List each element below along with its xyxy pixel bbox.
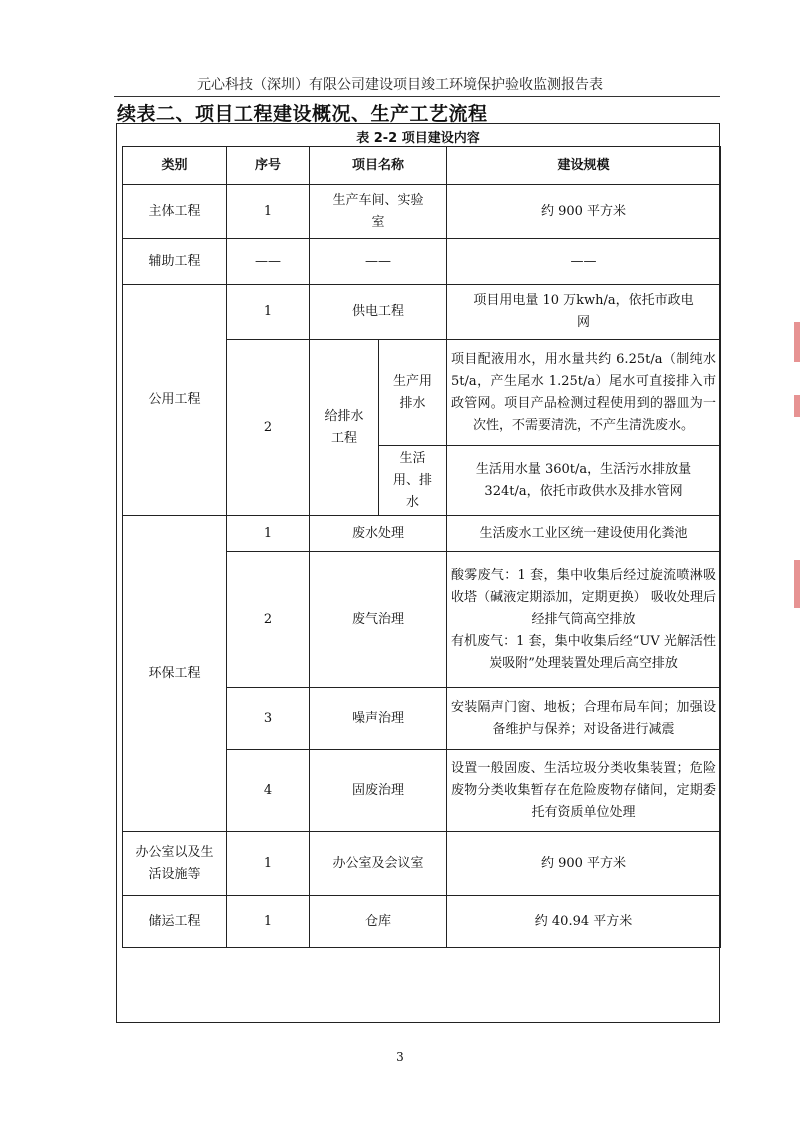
category-cell: 主体工程 bbox=[123, 185, 227, 239]
name-cell: 噪声治理 bbox=[310, 688, 447, 750]
table-row bbox=[123, 285, 721, 340]
number-cell: 1 bbox=[227, 832, 310, 896]
number-cell: 1 bbox=[227, 896, 310, 948]
name-cell: 给排水工程 bbox=[310, 340, 379, 516]
number-cell: 1 bbox=[227, 516, 310, 552]
document-header: 元心科技（深圳）有限公司建设项目竣工环境保护验收监测报告表 bbox=[197, 77, 603, 93]
scale-cell: 约 40.94 平方米 bbox=[447, 896, 721, 948]
scan-stamp-fragment bbox=[794, 560, 800, 608]
table-row bbox=[123, 185, 721, 239]
name-cell: 供电工程 bbox=[310, 285, 447, 340]
number-cell: 2 bbox=[227, 340, 310, 516]
scale-cell: 酸雾废气：1 套，集中收集后经过旋流喷淋吸收塔（碱液定期添加，定期更换） 吸收处理后经排气筒高空排放 有机废气：1 套，集中收集后经“UV 光解活性炭吸附”处理装置处理后高空排放 bbox=[447, 552, 721, 688]
scale-cell: 项目配液用水，用水量共约 6.25t/a（制纯水5t/a，产生尾水 1.25t/a）尾水可直接排入市政管网。项目产品检测过程使用到的器皿为一次性，不需要清洗，不产生清洗废水。 bbox=[447, 340, 721, 446]
scale-cell: —— bbox=[447, 239, 721, 285]
name-cell: —— bbox=[310, 239, 447, 285]
number-cell: 4 bbox=[227, 750, 310, 832]
name-cell: 生产车间、实验室 bbox=[310, 185, 447, 239]
table-caption: 表 2-2 项目建设内容 bbox=[356, 131, 480, 146]
name-cell: 办公室及会议室 bbox=[310, 832, 447, 896]
page-number: 3 bbox=[396, 1050, 404, 1064]
scale-cell: 设置一般固废、生活垃圾分类收集装置；危险废物分类收集暂存在危险废物存储间，定期委托有资质单位处理 bbox=[447, 750, 721, 832]
sub-name-cell: 生产用排水 bbox=[379, 340, 447, 446]
name-cell: 废水处理 bbox=[310, 516, 447, 552]
column-header-name: 项目名称 bbox=[310, 147, 447, 185]
column-header-number: 序号 bbox=[227, 147, 310, 185]
scale-cell: 约 900 平方米 bbox=[447, 832, 721, 896]
scale-cell: 约 900 平方米 bbox=[447, 185, 721, 239]
name-cell: 固废治理 bbox=[310, 750, 447, 832]
number-cell: 1 bbox=[227, 185, 310, 239]
table-row bbox=[123, 896, 721, 948]
scale-cell: 生活用水量 360t/a，生活污水排放量 324t/a，依托市政供水及排水管网 bbox=[447, 446, 721, 516]
scale-cell: 生活废水工业区统一建设使用化粪池 bbox=[447, 516, 721, 552]
sub-name-cell: 生活用、排水 bbox=[379, 446, 447, 516]
table-row bbox=[123, 832, 721, 896]
scale-cell: 安装隔声门窗、地板；合理布局车间；加强设备维护与保养；对设备进行减震 bbox=[447, 688, 721, 750]
number-cell: 3 bbox=[227, 688, 310, 750]
table-row bbox=[123, 516, 721, 552]
section-title: 续表二、项目工程建设概况、生产工艺流程 bbox=[117, 103, 488, 125]
category-cell: 环保工程 bbox=[123, 516, 227, 832]
column-header-scale: 建设规模 bbox=[447, 147, 721, 185]
column-header-category: 类别 bbox=[123, 147, 227, 185]
header-rule bbox=[114, 96, 720, 97]
category-cell: 储运工程 bbox=[123, 896, 227, 948]
name-cell: 废气治理 bbox=[310, 552, 447, 688]
category-cell: 办公室以及生活设施等 bbox=[123, 832, 227, 896]
number-cell: —— bbox=[227, 239, 310, 285]
scale-cell: 项目用电量 10 万kwh/a，依托市政电网 bbox=[447, 285, 721, 340]
number-cell: 1 bbox=[227, 285, 310, 340]
category-cell: 公用工程 bbox=[123, 285, 227, 516]
number-cell: 2 bbox=[227, 552, 310, 688]
name-cell: 仓库 bbox=[310, 896, 447, 948]
scan-stamp-fragment bbox=[794, 322, 800, 362]
construction-content-table bbox=[122, 146, 721, 948]
category-cell: 辅助工程 bbox=[123, 239, 227, 285]
table-row bbox=[123, 239, 721, 285]
scan-stamp-fragment bbox=[794, 395, 800, 417]
table-header-row bbox=[123, 147, 721, 185]
